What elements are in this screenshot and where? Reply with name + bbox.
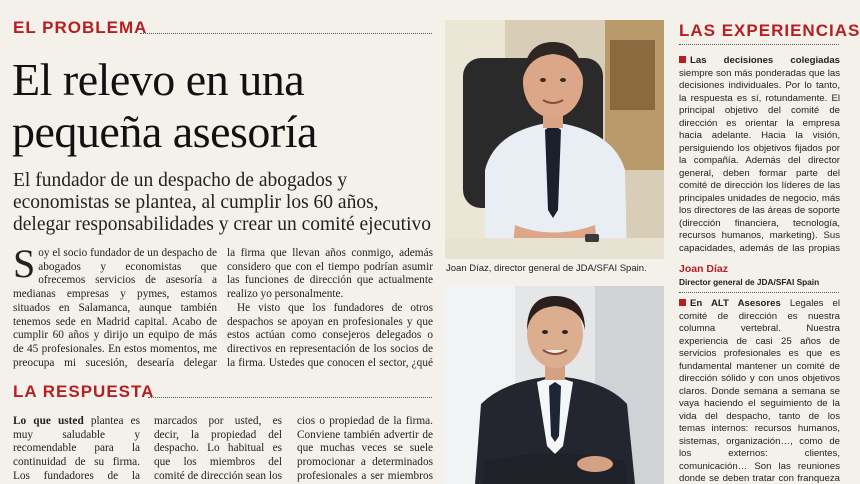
experience-2-paragraph [679, 298, 840, 484]
problem-col-1-text: oy el socio fundador de un despacho de abogados y economistas que ofrecemos servicios de asesoría a medianas empresas y pymes, estamos situados en Salamanca, aunque también tenemos sede en Madrid capital. Acabo de cumplir 60 años y dirijo un equipo de más de 45 profesionales. En estos momentos, me preocupa mi sucesión, desearía delegar [13, 247, 217, 369]
problem-col-1 [13, 247, 217, 369]
section-head-answer: LA RESPUESTA [13, 382, 155, 401]
photo-joan-diaz [445, 20, 664, 259]
photo-caption: Joan Díaz, director general de JDA/SFAI Spain. [446, 263, 647, 274]
answer-col-2 [154, 415, 282, 484]
experience-1 [679, 55, 840, 256]
problem-col-2 [227, 247, 433, 369]
answer-col-1 [13, 415, 140, 484]
drop-cap: S [13, 247, 36, 286]
section-head-experiences: LAS EXPERIENCIAS [679, 21, 860, 40]
answer-col-1-text: plantea es muy saludable y recomendable para la continuidad de su firma. Los fundadores de la [13, 415, 140, 482]
answer-col-3-text: cios o propiedad de la firma. Conviene también advertir de que muchas veces se suele promocionar a determinados profesionales a ser miembros [297, 415, 433, 482]
experience-1-paragraph [679, 55, 840, 256]
section-rule [679, 292, 839, 293]
experience-2-text: Legales el comité de dirección es nuestra columna vertebral. Nuestra experiencia de casi 25 años de servicios profesionales es que es fundamental mantener un comité de dirección sólido y con unos objetivos claros. Donde semana a semana se vaya haciendo el seguimiento de la vida del despacho, tanto de los temas internos: recursos humanos, sistemas, organización…, como de los externos: clientes, comunicación… Son las reuniones donde se deben tratar con franqueza [679, 298, 840, 484]
headline-line-1: El relevo en una [12, 54, 305, 105]
photo-joan-diaz-illustration [445, 20, 664, 259]
experience-1-lead: Las decisiones colegiadas [690, 55, 840, 66]
section-rule [140, 33, 432, 34]
section-rule [679, 44, 839, 45]
author-name: Joan Díaz [679, 263, 729, 275]
answer-col-1-lead: Lo que usted [13, 415, 84, 427]
author-title: Director general de JDA/SFAI Spain [679, 277, 820, 287]
problem-col-2-paragraph-2: He visto que los fundadores de otros despachos se apoyan en profesionales y que estos actúan como consejeros delegados o directivos en representación de los socios de la firma. Ustedes que conocen el sector, ¿qué [227, 301, 433, 369]
headline-line-2: pequeña asesoría [12, 106, 317, 157]
section-head-problem: EL PROBLEMA [13, 18, 148, 37]
bullet-square-icon [679, 299, 686, 306]
problem-col-2-paragraph-1: la firma que llevan años conmigo, además considero que con el tiempo podrían asumir las funciones de dirección que actualmente realizo yo personalmente. [227, 247, 433, 301]
section-rule [148, 397, 432, 398]
experience-2 [679, 298, 840, 484]
experience-1-text: siempre son más ponderadas que las decisiones individuales. Por lo tanto, la respuesta es sí, rotundamente. El principal objetivo del comité de dirección es orientar la empresa hacia adelante. Hacia la visión, persiguiendo los objetivos fijados por la compañía. Además del director general, deben formar parte del comité de dirección los líderes de las principales unidades de negocio, más los directores de las áreas de soporte (dirección financiera, tecnología, recursos humanos, marketing). Sus capacidades, además de las propias [679, 67, 840, 254]
photo-executive-illustration [445, 286, 664, 484]
answer-col-2-text: marcados por usted, es decir, la propiedad del despacho. Lo habitual es que los miembros del comité de dirección sean los [154, 415, 282, 482]
bullet-square-icon [679, 56, 686, 63]
subheadline: El fundador de un despacho de abogados y economistas se plantea, al cumplir los 60 años, delegar responsabilidades y crear un comité ejecutivo [13, 170, 431, 235]
experience-2-lead: En ALT Asesores [690, 298, 781, 309]
answer-col-3 [297, 415, 433, 484]
headline [12, 54, 437, 158]
photo-executive [445, 286, 664, 484]
